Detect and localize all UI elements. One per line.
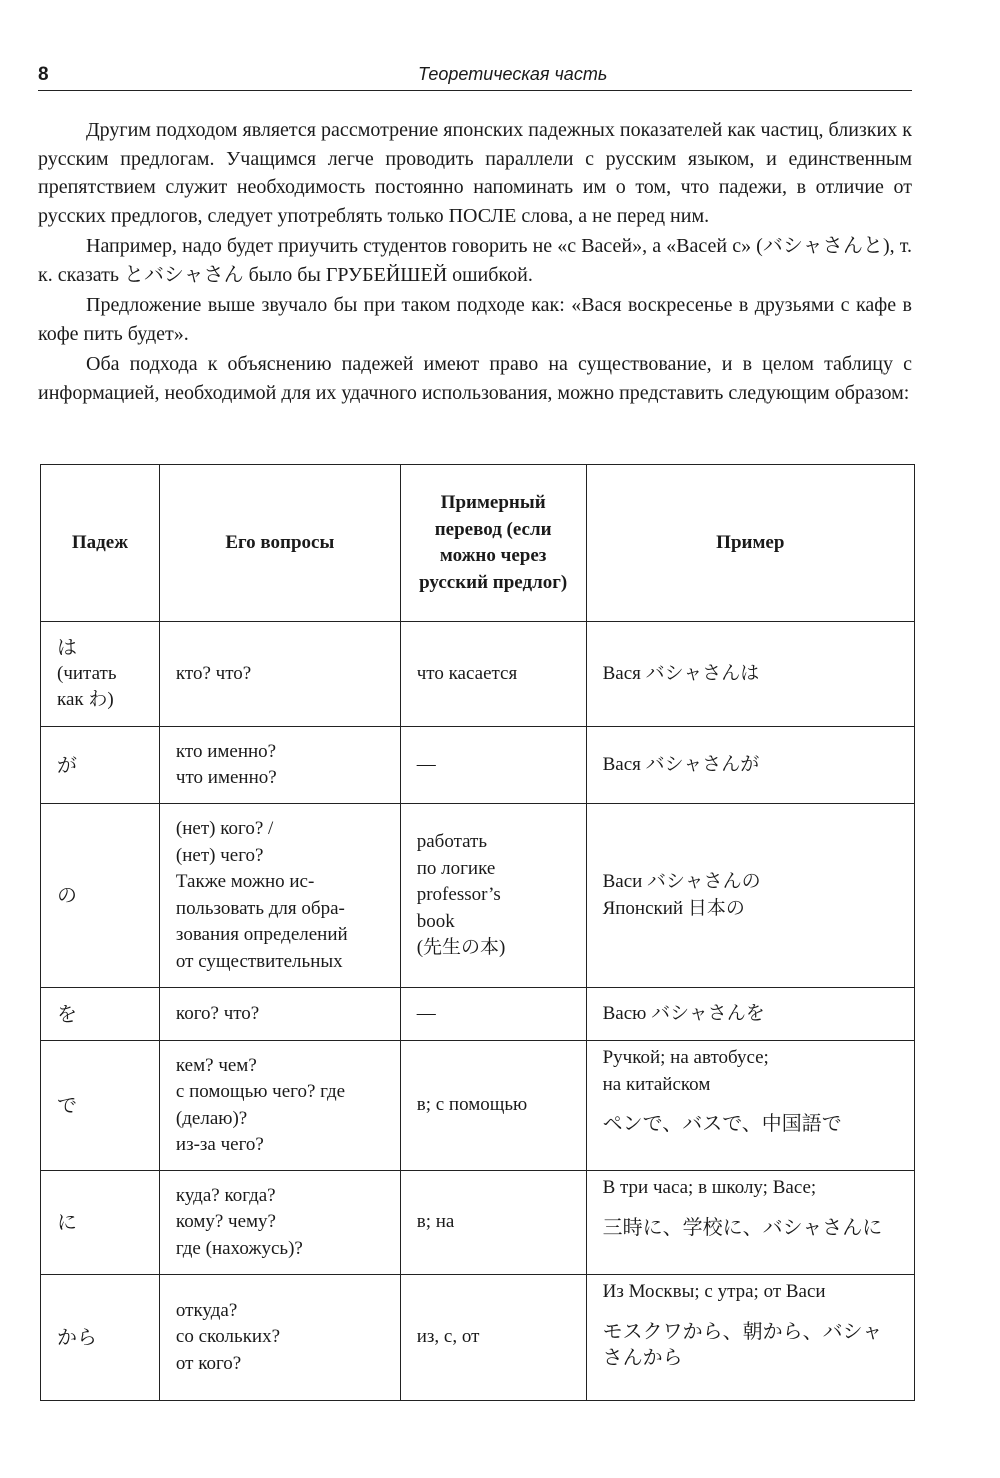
translation-line: professor’s	[416, 884, 501, 906]
table-row	[41, 727, 915, 804]
translation-cell	[400, 727, 586, 804]
example-gap	[603, 1306, 898, 1318]
paragraph: Предложение выше звучало бы при таком подходе как: «Вася воскресенье в друзьями с кафе в кофе пить будет».	[38, 294, 912, 345]
example-cell	[586, 727, 914, 804]
case-particle: で	[57, 1093, 77, 1118]
example-line: Вася バシャさんは	[602, 662, 760, 684]
example-japanese: ペンで、バスで、中国語で	[602, 1111, 842, 1135]
table-row	[41, 1041, 915, 1171]
table-header-row	[41, 465, 915, 622]
question-line: зования определений	[175, 924, 348, 945]
case-particle: は	[57, 635, 77, 660]
running-title: Теоретическая часть	[418, 64, 608, 84]
question-line: Также можно ис-	[175, 871, 315, 892]
question-line: кому? чему?	[175, 1211, 276, 1233]
example-line: Из Москвы; с утра; от Васи	[602, 1281, 826, 1302]
translation-cell	[400, 988, 586, 1041]
example-cell	[586, 804, 914, 988]
header-case: Падеж	[41, 465, 160, 622]
example-line: В три часа; в школу; Васе;	[602, 1177, 817, 1198]
example-line: на китайском	[602, 1073, 711, 1095]
example-cell	[586, 988, 914, 1041]
translation-cell	[400, 804, 586, 988]
questions-cell	[159, 1041, 400, 1171]
translation-line: в; на	[416, 1211, 455, 1233]
example-cell	[586, 622, 914, 727]
translation-line: из, с, от	[416, 1326, 480, 1348]
case-particle: の	[57, 883, 77, 908]
example-line: Вася バシャさんが	[602, 753, 760, 775]
question-line: где (нахожусь)?	[175, 1237, 303, 1259]
example-gap	[603, 1202, 898, 1214]
question-line: пользовать для обра-	[175, 897, 345, 919]
case-cell	[41, 727, 160, 804]
translation-line: работать	[416, 831, 488, 853]
question-line: куда? когда?	[175, 1184, 276, 1206]
example-cell	[586, 1171, 914, 1275]
table-row	[41, 804, 915, 988]
header-translation: Примерный перевод (если можно через русский предлог)	[400, 465, 586, 622]
questions-cell	[159, 1171, 400, 1275]
question-line: со скольких?	[175, 1326, 281, 1348]
case-particles-table	[40, 464, 915, 1401]
questions-cell	[159, 1275, 400, 1401]
translation-line: что касается	[416, 662, 518, 684]
questions-cell	[159, 988, 400, 1041]
question-line: откуда?	[175, 1299, 238, 1321]
questions-cell	[159, 622, 400, 727]
question-line: от существительных	[175, 950, 343, 972]
translation-line: —	[416, 1002, 436, 1024]
example-gap	[603, 1098, 898, 1110]
table-row	[41, 622, 915, 727]
case-particle: を	[57, 1001, 77, 1026]
translation-cell	[400, 1275, 586, 1401]
table-row	[41, 988, 915, 1041]
example-japanese: モスクワから、朝から、バシャさんから	[602, 1318, 883, 1369]
question-line: что именно?	[175, 767, 277, 788]
paragraph: Оба подхода к объяснению падежей имеют право на существование, и в целом таблицу с информацией, необходимой для их удачного использования, можно представить следующим образом:	[38, 353, 912, 404]
translation-line: —	[416, 753, 436, 775]
case-cell	[41, 1041, 160, 1171]
header-questions: Его вопросы	[159, 465, 400, 622]
translation-cell	[400, 622, 586, 727]
case-particle: に	[57, 1210, 77, 1235]
question-line: (делаю)?	[175, 1107, 248, 1129]
page-number: 8	[38, 64, 49, 85]
table-row	[41, 1171, 915, 1275]
body-text	[38, 116, 912, 409]
question-line: от кого?	[175, 1352, 242, 1374]
header-example: Пример	[586, 465, 914, 622]
question-line: (нет) чего?	[175, 844, 264, 866]
translation-cell	[400, 1171, 586, 1275]
example-japanese: 三時に、学校に、バシャさんに	[602, 1214, 883, 1239]
questions-cell	[159, 804, 400, 988]
example-line: Васи バシャさんの	[602, 871, 761, 892]
example-cell	[586, 1041, 914, 1171]
case-particle: が	[57, 752, 77, 777]
example-line: Ручкой; на автобусе;	[602, 1047, 769, 1068]
table-row	[41, 1275, 915, 1401]
case-note: (читать как わ)	[57, 662, 117, 711]
translation-line: по логике	[416, 857, 496, 879]
question-line: с помощью чего? где	[175, 1081, 346, 1102]
translation-line: (先生の本)	[416, 937, 506, 959]
question-line: кто? что?	[175, 662, 252, 684]
translation-line: book	[416, 910, 455, 932]
paragraph: Другим подходом является рассмотрение японских падежных показателей как частиц, близких к русским предлогам. Учащимся легче проводить параллели с русским языком, и единственным препятствием служит необходимость постоянно напоминать им о том, что падежи, в отличие от русских предлогов, следует употреблять только ПОСЛЕ слова, а не перед ним.	[38, 119, 912, 227]
example-line: Васю バシャさんを	[602, 1002, 765, 1024]
questions-cell	[159, 727, 400, 804]
case-cell	[41, 622, 160, 727]
question-line: кем? чем?	[175, 1054, 257, 1076]
paragraph: Например, надо будет приучить студентов говорить не «с Васей», а «Васей с» (バシャさんと), т. к. сказать とバシャさん было бы ГРУБЕЙШЕЙ ошибкой.	[38, 235, 912, 286]
question-line: кто именно?	[175, 740, 277, 762]
translation-line: в; с помощью	[416, 1094, 528, 1116]
translation-cell	[400, 1041, 586, 1171]
case-cell	[41, 804, 160, 988]
question-line: (нет) кого? /	[175, 818, 274, 839]
example-line: Японский 日本の	[602, 897, 745, 919]
question-line: из-за чего?	[175, 1134, 264, 1155]
question-line: кого? что?	[175, 1002, 260, 1024]
page-header	[38, 60, 912, 91]
case-cell	[41, 1275, 160, 1401]
case-particle: から	[57, 1325, 97, 1350]
case-cell	[41, 988, 160, 1041]
example-cell	[586, 1275, 914, 1401]
case-cell	[41, 1171, 160, 1275]
